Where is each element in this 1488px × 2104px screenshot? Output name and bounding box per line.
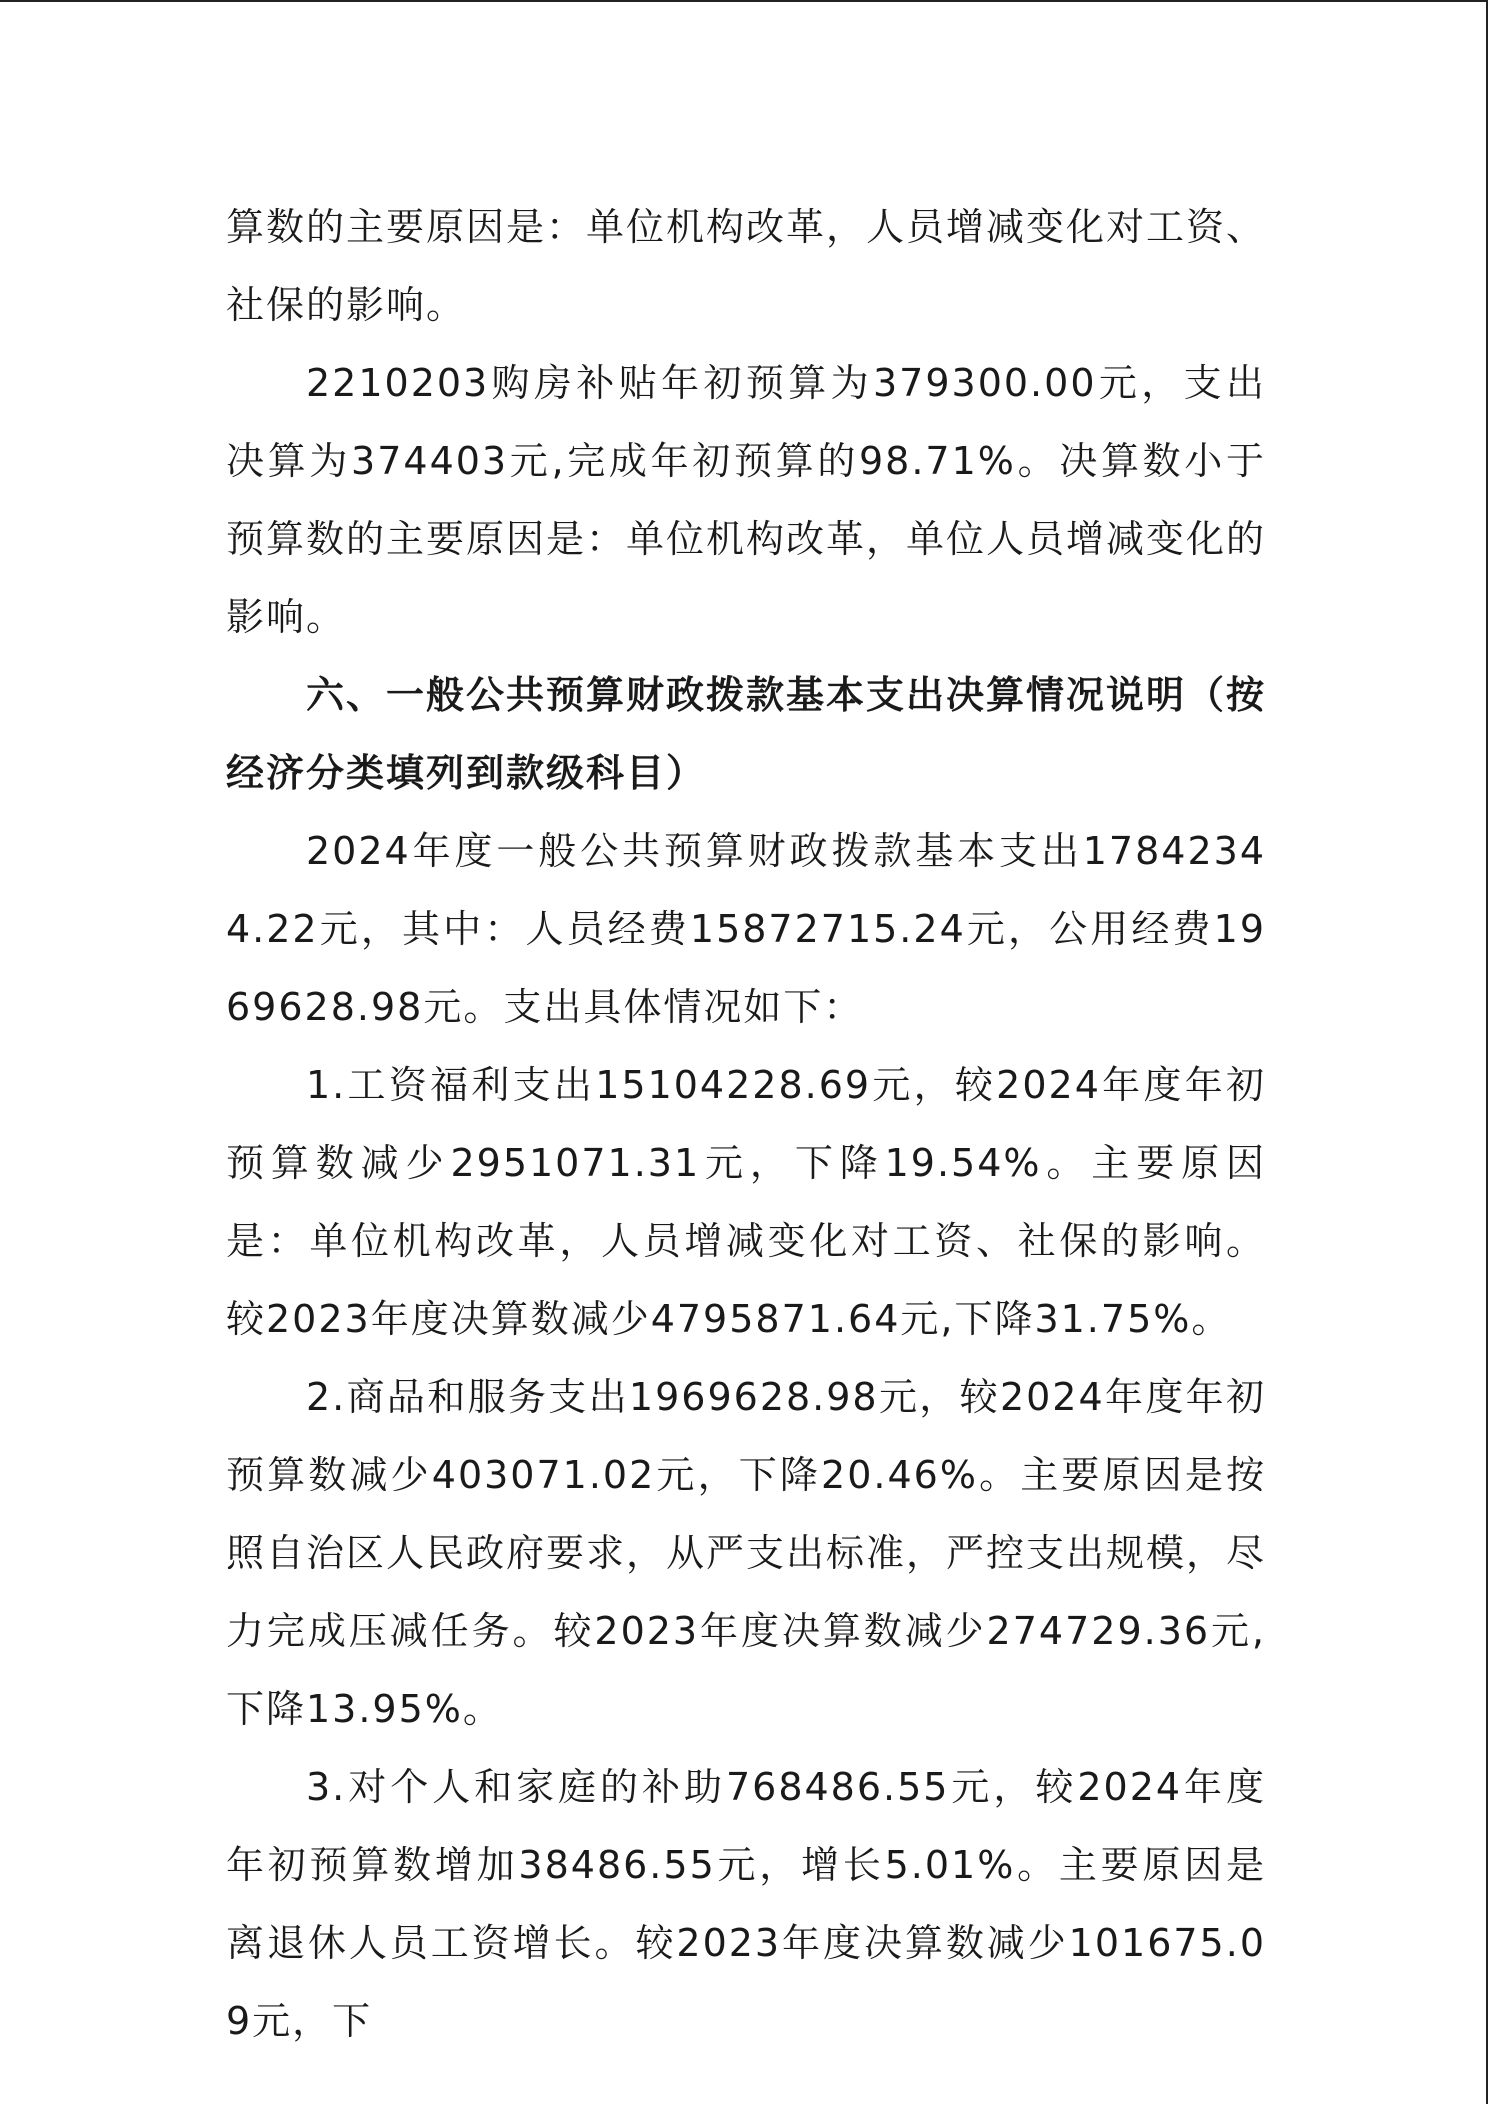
document-body bbox=[226, 188, 1266, 2060]
paragraph-item-2: 2.商品和服务支出1969628.98元，较2024年度年初预算数减少403071.02元，下降20.46%。主要原因是按照自治区人民政府要求，从严支出标准，严控支出规模，尽力完成压减任务。较2023年度决算数减少274729.36元,下降13.95%。 bbox=[226, 1375, 1267, 1731]
section-heading: 六、一般公共预算财政拨款基本支出决算情况说明（按经济分类填列到款级科目） bbox=[226, 673, 1267, 795]
paragraph-item-3: 3.对个人和家庭的补助768486.55元，较2024年度年初预算数增加38486.55元，增长5.01%。主要原因是离退休人员工资增长。较2023年度决算数减少101675.09元，下 bbox=[226, 1765, 1266, 2043]
paragraph-housing-subsidy: 2210203购房补贴年初预算为379300.00元，支出决算为374403元,完成年初预算的98.71%。决算数小于预算数的主要原因是：单位机构改革，单位人员增减变化的影响。 bbox=[226, 361, 1267, 639]
page-border-top bbox=[0, 0, 1488, 2]
paragraph-basic-expenditure: 2024年度一般公共预算财政拨款基本支出17842344.22元，其中：人员经费15872715.24元，公用经费1969628.98元。支出具体情况如下： bbox=[226, 829, 1266, 1029]
paragraph-item-1: 1.工资福利支出15104228.69元，较2024年度年初预算数减少2951071.31元，下降19.54%。主要原因是：单位机构改革，人员增减变化对工资、社保的影响。 较2023年度决算数减少4795871.64元,下降31.75%。 bbox=[226, 1063, 1266, 1341]
paragraph-continuation: 算数的主要原因是：单位机构改革，人员增减变化对工资、社保的影响。 bbox=[226, 205, 1267, 327]
